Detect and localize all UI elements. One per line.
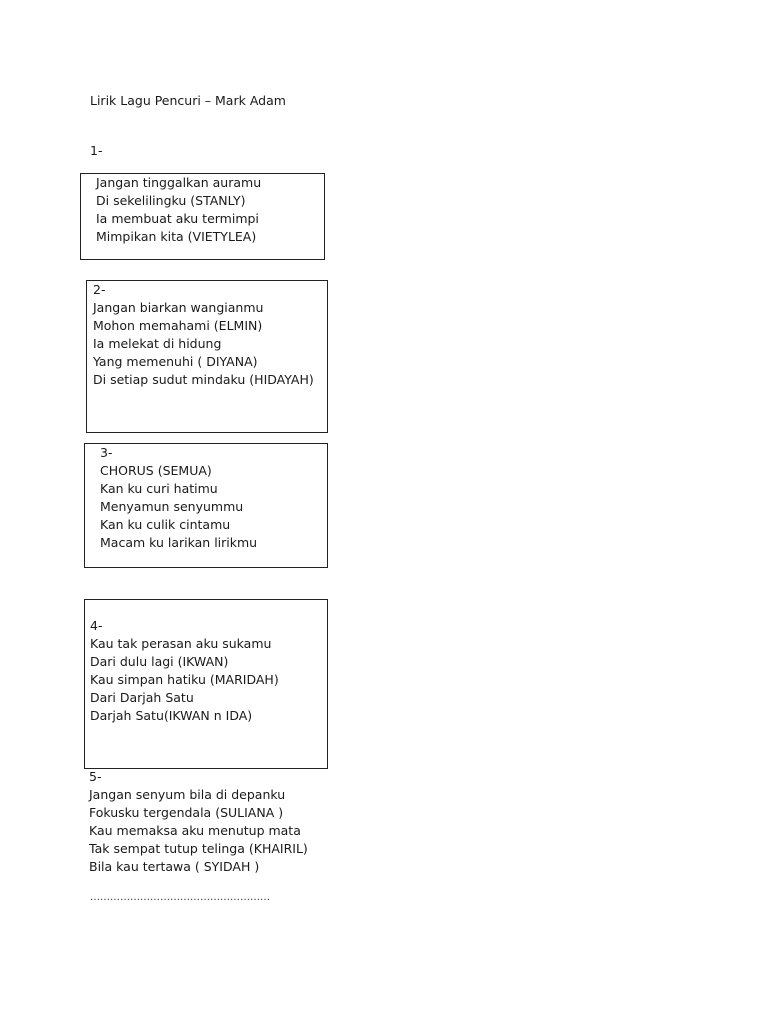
verse-4-line: Kau tak perasan aku sukamu [90,636,272,651]
ellipsis-line: ……………………………………………… [90,892,270,903]
verse-3-line: CHORUS (SEMUA) [100,463,212,478]
verse-5-line: Jangan senyum bila di depanku [89,787,286,802]
verse-4-line: Darjah Satu(IKWAN n IDA) [90,708,253,723]
verse-2-line: Ia melekat di hidung [93,336,222,351]
verse-5-line: Tak sempat tutup telinga (KHAIRIL) [89,841,308,856]
verse-5-line: Bila kau tertawa ( SYIDAH ) [89,859,260,874]
verse-2-box [86,280,328,433]
verse-1-line: Di sekelilingku (STANLY) [96,193,246,208]
verse-2-line: Mohon memahami (ELMIN) [93,318,263,333]
verse-4-line: Dari dulu lagi (IKWAN) [90,654,229,669]
verse-5-block [89,768,308,876]
verse-2-line: Yang memenuhi ( DIYANA) [93,354,258,369]
verse-1-box [80,173,325,260]
verse-2-line: Jangan biarkan wangianmu [93,300,264,315]
verse-1-line: Ia membuat aku termimpi [96,211,259,226]
verse-2-number: 2- [93,282,106,297]
verse-3-number: 3- [100,445,113,460]
verse-2-line: Di setiap sudut mindaku (HIDAYAH) [93,372,314,387]
verse-5-line: Fokusku tergendala (SULIANA ) [89,805,284,820]
document-title: Lirik Lagu Pencuri – Mark Adam [90,93,286,108]
verse-1-number: 1- [90,143,103,158]
verse-1-line: Mimpikan kita (VIETYLEA) [96,229,257,244]
verse-4-box [84,599,328,769]
verse-1-line: Jangan tinggalkan auramu [96,175,262,190]
verse-5-line: Kau memaksa aku menutup mata [89,823,301,838]
verse-3-line: Kan ku culik cintamu [100,517,231,532]
verse-4-line: Kau simpan hatiku (MARIDAH) [90,672,279,687]
verse-3-box [84,443,328,568]
verse-4-line: Dari Darjah Satu [90,690,194,705]
verse-4-number: 4- [90,618,103,633]
verse-5-number: 5- [89,769,102,784]
verse-3-line: Menyamun senyummu [100,499,244,514]
verse-3-line: Macam ku larikan lirikmu [100,535,258,550]
verse-3-line: Kan ku curi hatimu [100,481,218,496]
